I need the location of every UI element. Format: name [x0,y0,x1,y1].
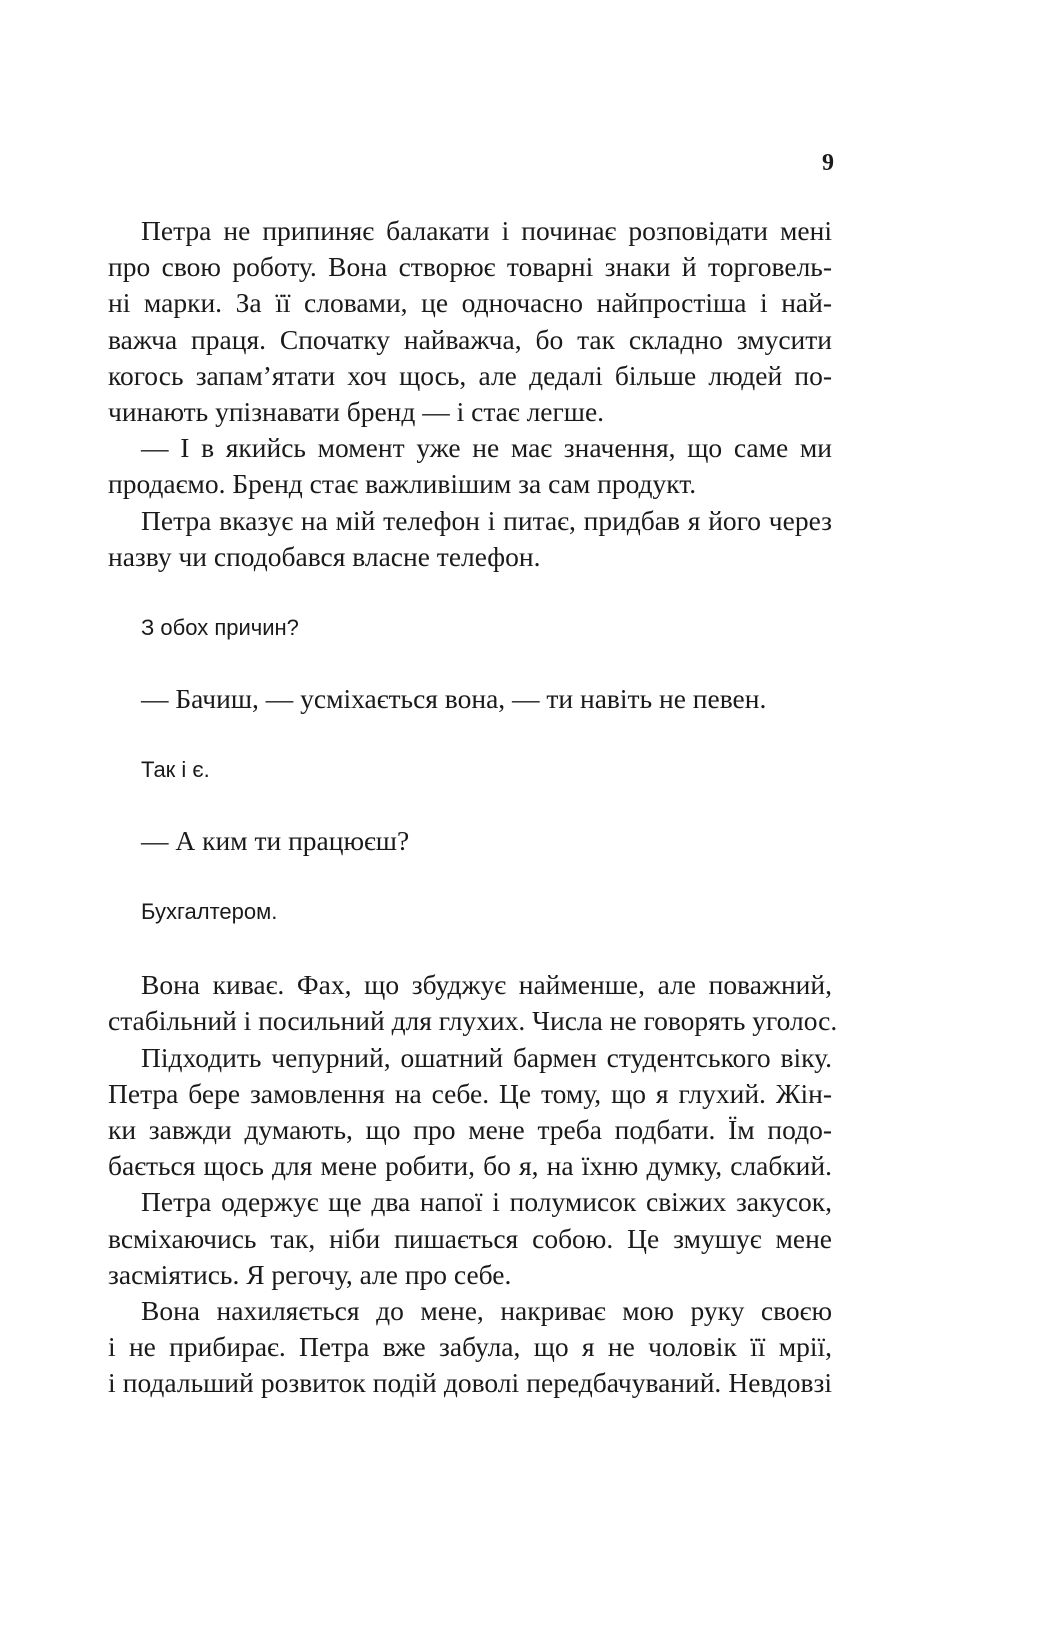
text-line: всміхаючись так, ніби пишається собою. Це змушує мене [108,1222,832,1254]
page-body [108,213,838,1402]
text-line: продаємо. Бренд стає важливішим за сам продукт. [108,468,697,500]
text-line: Петра не припиняє балакати і починає розповідати мені [141,215,832,246]
text-line: і не прибирає. Петра вже забула, що я не чоловік її мрії, [108,1331,832,1363]
note-line: Так і є. [141,757,210,783]
paragraph [108,1040,832,1185]
dialogue-line: — Бачиш, — усміхається вона, — ти навіть не певен. [141,682,767,714]
paragraph [108,1293,832,1402]
text-line: Петра одержує ще два напої і полумисок свіжих закусок, [141,1186,832,1218]
text-line: засміятись. Я регочу, але про себе. [108,1258,512,1290]
text-line: Петра вказує на мій телефон і питає, придбав я його через [141,504,832,536]
text-line: і подальший розвиток подій доволі передбачуваний. Невдовзі [108,1367,832,1399]
spacer [108,643,832,681]
spacer [108,859,832,897]
paragraph [108,430,832,502]
text-line: ні марки. За її словами, це одночасно найпростіша і най- [108,287,832,319]
spacer [108,575,832,613]
text-line: чинають упізнавати бренд — і стає легше. [108,395,605,427]
note-line: Бухгалтером. [141,899,278,925]
spacer [108,717,832,755]
text-line: Вона нахиляється до мене, накриває мою руку своєю [141,1294,832,1326]
text-line: стабільний і посильний для глухих. Числа не говорять уголос. [108,1005,838,1037]
text-line: Петра бере замовлення на себе. Це тому, що я глухий. Жін- [108,1077,832,1109]
text-line: назву чи сподобався власне телефон. [108,540,541,572]
spacer [108,927,832,967]
text-line: — І в якийсь момент уже не має значення, що саме ми [141,432,832,464]
paragraph [108,967,838,1039]
paragraph [108,1184,832,1293]
paragraph [108,503,832,575]
text-line: ки завжди думають, що про мене треба подбати. Їм подо- [108,1114,832,1145]
paragraph [108,213,832,430]
text-line: Підходить чепурний, ошатний бармен студентського віку. [141,1041,832,1073]
text-line: про свою роботу. Вона створює товарні знаки й торговель- [108,251,832,283]
text-line: бається щось для мене робити, бо я, на їхню думку, слабкий. [108,1150,832,1182]
dialogue-line: — А ким ти працюєш? [141,825,410,857]
text-line: важча праця. Спочатку найважча, бо так складно змусити [108,323,832,355]
page-number: 9 [822,150,834,176]
spacer [108,785,832,823]
text-line: когось запам’ятати хоч щось, але дедалі більше людей по- [108,359,832,391]
note-line: З обох причин? [141,614,299,640]
text-line: Вона киває. Фах, що збуджує найменше, але поважний, [141,969,832,1001]
